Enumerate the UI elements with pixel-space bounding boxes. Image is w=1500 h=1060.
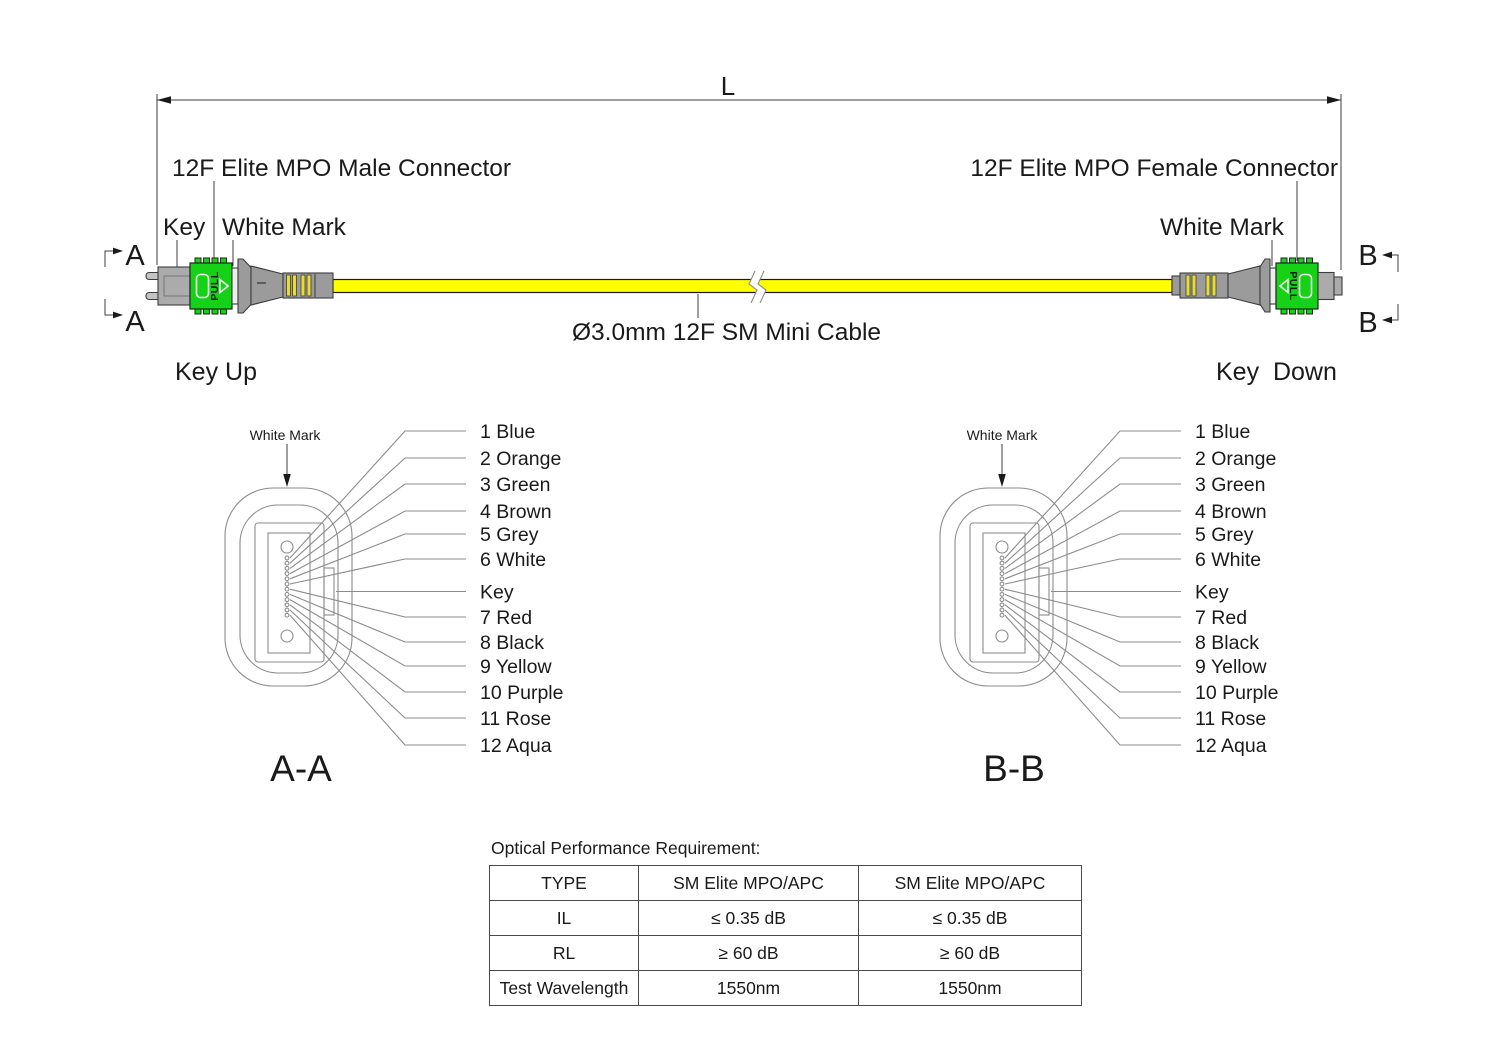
fiber-label: 7 Red bbox=[480, 607, 533, 629]
table-cell: TYPE bbox=[490, 866, 639, 901]
fiber-dot bbox=[285, 603, 289, 607]
dimension-arrow-left bbox=[157, 96, 171, 104]
fiber-label: 2 Orange bbox=[480, 448, 562, 470]
cable-end-cap bbox=[1172, 276, 1180, 295]
section-marker-b bbox=[1358, 240, 1398, 339]
crimp-stripe bbox=[1192, 275, 1196, 296]
fiber-dot bbox=[285, 593, 289, 597]
section-b-bottom-arrow bbox=[1382, 317, 1392, 324]
fiber-label: 11 Rose bbox=[1195, 708, 1267, 730]
optical-performance-section bbox=[489, 838, 1081, 1006]
pull-text-left: PULL bbox=[209, 271, 221, 301]
pull-text-right: PULL bbox=[1287, 271, 1299, 301]
fiber-dot bbox=[1000, 556, 1004, 560]
white-mark bbox=[1270, 268, 1276, 304]
table-cell: 1550nm bbox=[639, 971, 859, 1006]
key-label: Key bbox=[1195, 581, 1229, 604]
face-b-title: B-B bbox=[983, 748, 1045, 789]
cable bbox=[333, 271, 1172, 346]
fiber-leader bbox=[290, 610, 466, 718]
fiber-dot bbox=[1000, 561, 1004, 565]
fiber-label: 5 Grey bbox=[480, 524, 539, 546]
fiber-leader bbox=[1005, 589, 1181, 617]
section-a-bottom-arrow bbox=[113, 312, 123, 319]
section-b-bottom: B bbox=[1358, 307, 1378, 339]
female-connector-callouts bbox=[970, 155, 1338, 266]
face-b-guide-hole-top bbox=[996, 541, 1008, 553]
table-row bbox=[490, 901, 1082, 936]
table-cell: ≥ 60 dB bbox=[639, 936, 859, 971]
cable-label: Ø3.0mm 12F SM Mini Cable bbox=[572, 319, 882, 346]
length-label: L bbox=[720, 71, 736, 101]
crimp-stripe bbox=[301, 275, 305, 296]
fiber-dot bbox=[285, 561, 289, 565]
table-row bbox=[490, 866, 1082, 901]
face-b-white-mark-arrowhead bbox=[998, 474, 1006, 487]
crimp-stripe bbox=[1186, 275, 1190, 296]
fiber-label: 9 Yellow bbox=[480, 656, 552, 678]
table-row bbox=[490, 936, 1082, 971]
fiber-dot bbox=[285, 556, 289, 560]
fiber-dot bbox=[1000, 593, 1004, 597]
white-mark-label-right: White Mark bbox=[1160, 214, 1284, 241]
section-a-top-arrow bbox=[113, 248, 123, 255]
male-connector bbox=[146, 258, 333, 314]
fiber-label: 1 Blue bbox=[480, 421, 536, 443]
fiber-dot bbox=[1000, 577, 1004, 581]
table-cell: ≤ 0.35 dB bbox=[859, 901, 1082, 936]
face-a-white-mark-label: White Mark bbox=[249, 427, 321, 443]
fiber-dot bbox=[1000, 567, 1004, 571]
fiber-label: 5 Grey bbox=[1195, 524, 1254, 546]
crimp-stripe bbox=[307, 275, 311, 296]
fiber-leader bbox=[1005, 605, 1181, 692]
fiber-dot bbox=[285, 572, 289, 576]
boot-flare bbox=[1260, 259, 1270, 312]
face-a-white-mark-arrowhead bbox=[283, 474, 291, 487]
face-b-outer-housing bbox=[940, 488, 1067, 686]
fiber-dot bbox=[285, 567, 289, 571]
fiber-leader bbox=[290, 589, 466, 617]
fiber-label: 1 Blue bbox=[1195, 421, 1251, 443]
fiber-leader bbox=[1005, 534, 1181, 579]
fiber-dot bbox=[1000, 582, 1004, 586]
fiber-label: 10 Purple bbox=[1195, 682, 1279, 704]
crimp-stripe bbox=[1206, 275, 1210, 296]
boot-taper bbox=[1228, 266, 1260, 305]
fiber-label: 12 Aqua bbox=[1195, 735, 1267, 757]
table-cell: RL bbox=[490, 936, 639, 971]
table-cell: 1550nm bbox=[859, 971, 1082, 1006]
fiber-dot bbox=[285, 613, 289, 617]
ferrule-tip bbox=[1318, 273, 1334, 300]
section-a-bottom-bracket bbox=[105, 299, 114, 315]
face-b-white-mark-label: White Mark bbox=[966, 427, 1038, 443]
ferrule-tip-step bbox=[1334, 277, 1342, 295]
fiber-leader bbox=[290, 559, 466, 584]
key-label: Key bbox=[163, 214, 206, 241]
fiber-label: 10 Purple bbox=[480, 682, 564, 704]
white-mark bbox=[232, 268, 238, 304]
fiber-dot bbox=[1000, 608, 1004, 612]
face-a-guide-hole-bottom bbox=[281, 630, 293, 642]
face-a-title: A-A bbox=[270, 748, 332, 789]
fiber-leader bbox=[290, 600, 466, 666]
section-b-top-bracket bbox=[1391, 255, 1398, 272]
performance-table bbox=[489, 865, 1082, 1006]
section-a-top: A bbox=[125, 240, 145, 272]
section-a-top-bracket bbox=[105, 251, 114, 267]
face-b-guide-hole-bottom bbox=[996, 630, 1008, 642]
section-a-bottom: A bbox=[125, 306, 145, 338]
table-cell: IL bbox=[490, 901, 639, 936]
section-b-bottom-bracket bbox=[1391, 304, 1398, 320]
fiber-label: 6 White bbox=[480, 549, 547, 571]
table-cell: SM Elite MPO/APC bbox=[639, 866, 859, 901]
key-label: Key bbox=[480, 581, 514, 604]
ferrule-block bbox=[158, 267, 190, 305]
fiber-label: 8 Black bbox=[1195, 632, 1259, 654]
table-cell: ≤ 0.35 dB bbox=[639, 901, 859, 936]
female-connector bbox=[1172, 258, 1342, 314]
fiber-dot bbox=[285, 577, 289, 581]
section-b-top: B bbox=[1358, 240, 1378, 272]
crimp-stripe bbox=[1212, 275, 1216, 296]
fiber-label: 6 White bbox=[1195, 549, 1262, 571]
fiber-label: 3 Green bbox=[480, 474, 551, 496]
face-a-guide-hole-top bbox=[281, 541, 293, 553]
key-down-label: Key Down bbox=[1216, 358, 1337, 386]
boot-taper bbox=[251, 266, 283, 305]
table-cell: SM Elite MPO/APC bbox=[859, 866, 1082, 901]
fiber-label: 8 Black bbox=[480, 632, 544, 654]
fiber-dot bbox=[285, 598, 289, 602]
crimp-stripe bbox=[293, 275, 297, 296]
table-cell: ≥ 60 dB bbox=[859, 936, 1082, 971]
fiber-leader bbox=[290, 511, 466, 574]
fiber-dot bbox=[1000, 598, 1004, 602]
face-view-a bbox=[225, 421, 563, 789]
fiber-label: 4 Brown bbox=[480, 501, 552, 523]
fiber-dot bbox=[1000, 572, 1004, 576]
fiber-dot bbox=[285, 587, 289, 591]
white-mark-label-left: White Mark bbox=[222, 214, 346, 241]
fiber-dot bbox=[1000, 587, 1004, 591]
key-up-label: Key Up bbox=[175, 358, 257, 386]
fiber-leader bbox=[290, 605, 466, 692]
crimp-stripe bbox=[287, 275, 291, 296]
fiber-leader bbox=[1005, 610, 1181, 718]
face-view-b bbox=[940, 421, 1278, 789]
fiber-label: 9 Yellow bbox=[1195, 656, 1267, 678]
table-cell: Test Wavelength bbox=[490, 971, 639, 1006]
fiber-dot bbox=[1000, 613, 1004, 617]
face-a-outer-housing bbox=[225, 488, 352, 686]
fiber-label: 2 Orange bbox=[1195, 448, 1277, 470]
fiber-label: 11 Rose bbox=[480, 708, 552, 730]
boot-flare bbox=[238, 259, 251, 313]
fiber-label: 4 Brown bbox=[1195, 501, 1267, 523]
table-row bbox=[490, 971, 1082, 1006]
female-connector-label: 12F Elite MPO Female Connector bbox=[970, 155, 1338, 182]
fiber-leader bbox=[1005, 600, 1181, 666]
fiber-dot bbox=[1000, 603, 1004, 607]
fiber-dot bbox=[285, 608, 289, 612]
male-connector-label: 12F Elite MPO Male Connector bbox=[172, 155, 512, 182]
fiber-label: 12 Aqua bbox=[480, 735, 552, 757]
fiber-label: 7 Red bbox=[1195, 607, 1248, 629]
fiber-dot bbox=[285, 582, 289, 586]
performance-table-title: Optical Performance Requirement: bbox=[491, 838, 761, 858]
section-b-top-arrow bbox=[1382, 252, 1392, 259]
fiber-label: 3 Green bbox=[1195, 474, 1266, 496]
fiber-leader bbox=[1005, 511, 1181, 574]
section-marker-a bbox=[105, 240, 145, 338]
fiber-leader bbox=[290, 534, 466, 579]
fiber-leader bbox=[1005, 559, 1181, 584]
dimension-arrow-right bbox=[1327, 96, 1341, 104]
